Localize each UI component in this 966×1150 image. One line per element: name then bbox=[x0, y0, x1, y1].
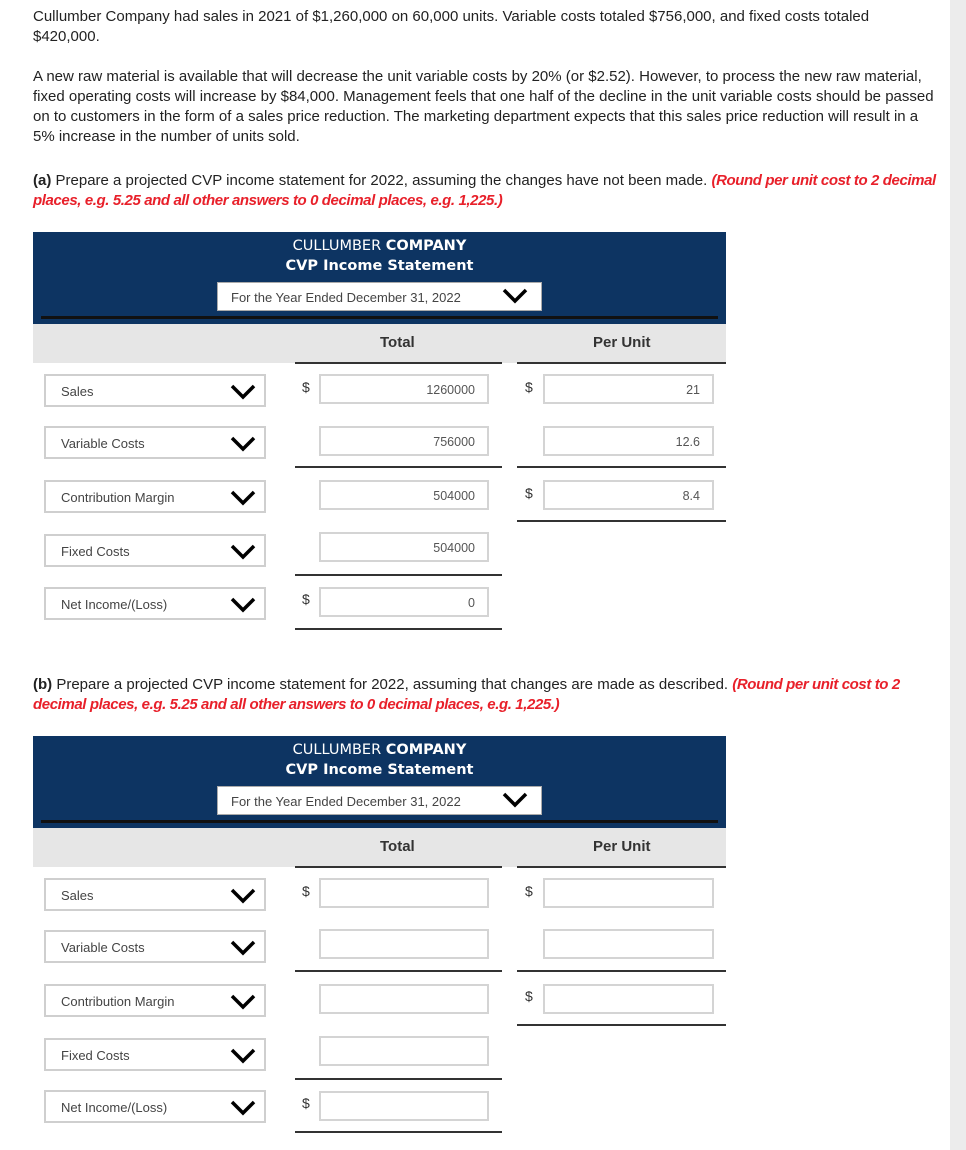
problem-details: A new raw material is available that will decrease the unit variable costs by 20% (or $2.52). However, to process the new raw material, fixed operating costs will increase by $84,000. Management feels that one half of the decline in the unit variable costs should be passed on to customers in the form of a sales price reduction. The marketing department expects that this sales price reduction will result in a 5% increase in the number of units sold. bbox=[33, 68, 934, 145]
total-header-rule bbox=[295, 866, 502, 868]
statement-header bbox=[33, 232, 726, 324]
chevron-down-icon bbox=[230, 544, 256, 560]
period-value: For the Year Ended December 31, 2022 bbox=[231, 290, 461, 305]
per-unit-header-rule bbox=[517, 866, 726, 868]
subtotal-rule bbox=[517, 970, 726, 972]
sales-per-unit-input[interactable] bbox=[543, 878, 714, 908]
period-select[interactable] bbox=[217, 786, 542, 815]
part-a-question: Prepare a projected CVP income statement for 2022, assuming the changes have not been made. bbox=[55, 172, 708, 189]
part-b-label: (b) bbox=[33, 676, 53, 693]
line-item-label: Fixed Costs bbox=[61, 544, 130, 559]
line-item-select-sales[interactable] bbox=[44, 374, 266, 407]
grand-total-rule bbox=[295, 628, 502, 630]
line-item-select-net-income[interactable] bbox=[44, 587, 266, 620]
line-item-select-fixed-costs[interactable] bbox=[44, 1038, 266, 1071]
net-income-total-input[interactable]: 0 bbox=[319, 587, 489, 617]
chevron-down-icon bbox=[230, 994, 256, 1010]
line-item-select-contribution-margin[interactable] bbox=[44, 480, 266, 513]
contribution-margin-per-unit-input[interactable] bbox=[543, 984, 714, 1014]
chevron-down-icon bbox=[230, 940, 256, 956]
part-b-prompt bbox=[33, 675, 938, 715]
variable-costs-per-unit-input[interactable]: 12.6 bbox=[543, 426, 714, 456]
col-per-unit-header: Per Unit bbox=[593, 838, 651, 855]
line-item-label: Net Income/(Loss) bbox=[61, 597, 168, 612]
currency-symbol: $ bbox=[525, 485, 533, 501]
per-unit-total-rule bbox=[517, 520, 726, 522]
cvp-statement-a bbox=[33, 232, 726, 632]
subtotal-rule bbox=[295, 1078, 502, 1080]
grand-total-rule bbox=[295, 1131, 502, 1133]
statement-title: CVP Income Statement bbox=[285, 762, 474, 778]
company-name: CULLUMBER COMPANY bbox=[292, 742, 467, 758]
statement-title: CVP Income Statement bbox=[285, 258, 474, 274]
currency-symbol: $ bbox=[302, 379, 310, 395]
chevron-down-icon bbox=[230, 436, 256, 452]
chevron-down-icon bbox=[230, 1100, 256, 1116]
chevron-down-icon bbox=[502, 792, 528, 808]
sales-total-input[interactable] bbox=[319, 878, 489, 908]
line-item-select-variable-costs[interactable] bbox=[44, 426, 266, 459]
cvp-statement-b bbox=[33, 736, 726, 1136]
chevron-down-icon bbox=[230, 597, 256, 613]
line-item-label: Fixed Costs bbox=[61, 1048, 130, 1063]
chevron-down-icon bbox=[230, 888, 256, 904]
company-name: CULLUMBER COMPANY bbox=[292, 238, 467, 254]
period-select[interactable] bbox=[217, 282, 542, 311]
currency-symbol: $ bbox=[525, 988, 533, 1004]
contribution-margin-per-unit-input[interactable]: 8.4 bbox=[543, 480, 714, 510]
currency-symbol: $ bbox=[302, 591, 310, 607]
sales-per-unit-input[interactable]: 21 bbox=[543, 374, 714, 404]
line-item-select-contribution-margin[interactable] bbox=[44, 984, 266, 1017]
currency-symbol: $ bbox=[302, 1095, 310, 1111]
chevron-down-icon bbox=[502, 288, 528, 304]
fixed-costs-total-input[interactable] bbox=[319, 1036, 489, 1066]
statement-header bbox=[33, 736, 726, 828]
column-headers bbox=[33, 324, 726, 363]
period-value: For the Year Ended December 31, 2022 bbox=[231, 794, 461, 809]
line-item-label: Variable Costs bbox=[61, 436, 145, 451]
contribution-margin-total-input[interactable] bbox=[319, 984, 489, 1014]
subtotal-rule bbox=[517, 466, 726, 468]
subtotal-rule bbox=[295, 466, 502, 468]
line-item-label: Contribution Margin bbox=[61, 994, 175, 1009]
line-item-label: Net Income/(Loss) bbox=[61, 1100, 168, 1115]
variable-costs-total-input[interactable]: 756000 bbox=[319, 426, 489, 456]
part-a-label: (a) bbox=[33, 172, 52, 189]
part-a-instruction: (Round per unit cost to 2 decimal places, e.g. 5.25 and all other answers to 0 decimal places, e.g. 1,225.) bbox=[33, 172, 936, 209]
contribution-margin-total-input[interactable]: 504000 bbox=[319, 480, 489, 510]
part-a-prompt bbox=[33, 171, 938, 211]
col-total-header: Total bbox=[380, 334, 415, 351]
net-income-total-input[interactable] bbox=[319, 1091, 489, 1121]
total-header-rule bbox=[295, 362, 502, 364]
currency-symbol: $ bbox=[525, 379, 533, 395]
line-item-select-sales[interactable] bbox=[44, 878, 266, 911]
part-b-instruction: (Round per unit cost to 2 decimal places, e.g. 5.25 and all other answers to 0 decimal places, e.g. 1,225.) bbox=[33, 676, 900, 713]
header-rule bbox=[41, 316, 718, 319]
line-item-label: Variable Costs bbox=[61, 940, 145, 955]
variable-costs-per-unit-input[interactable] bbox=[543, 929, 714, 959]
chevron-down-icon bbox=[230, 384, 256, 400]
line-item-label: Contribution Margin bbox=[61, 490, 175, 505]
per-unit-header-rule bbox=[517, 362, 726, 364]
part-b-question: Prepare a projected CVP income statement for 2022, assuming that changes are made as described. bbox=[56, 676, 729, 693]
per-unit-total-rule bbox=[517, 1024, 726, 1026]
chevron-down-icon bbox=[230, 490, 256, 506]
sales-total-input[interactable]: 1260000 bbox=[319, 374, 489, 404]
subtotal-rule bbox=[295, 970, 502, 972]
column-headers bbox=[33, 828, 726, 867]
header-rule bbox=[41, 820, 718, 823]
col-total-header: Total bbox=[380, 838, 415, 855]
currency-symbol: $ bbox=[525, 883, 533, 899]
line-item-select-variable-costs[interactable] bbox=[44, 930, 266, 963]
problem-intro: Cullumber Company had sales in 2021 of $1,260,000 on 60,000 units. Variable costs totaled $756,000, and fixed costs totaled $420,000. bbox=[33, 8, 870, 45]
chevron-down-icon bbox=[230, 1048, 256, 1064]
currency-symbol: $ bbox=[302, 883, 310, 899]
line-item-select-fixed-costs[interactable] bbox=[44, 534, 266, 567]
line-item-label: Sales bbox=[61, 384, 94, 399]
subtotal-rule bbox=[295, 574, 502, 576]
line-item-label: Sales bbox=[61, 888, 94, 903]
variable-costs-total-input[interactable] bbox=[319, 929, 489, 959]
line-item-select-net-income[interactable] bbox=[44, 1090, 266, 1123]
col-per-unit-header: Per Unit bbox=[593, 334, 651, 351]
fixed-costs-total-input[interactable]: 504000 bbox=[319, 532, 489, 562]
